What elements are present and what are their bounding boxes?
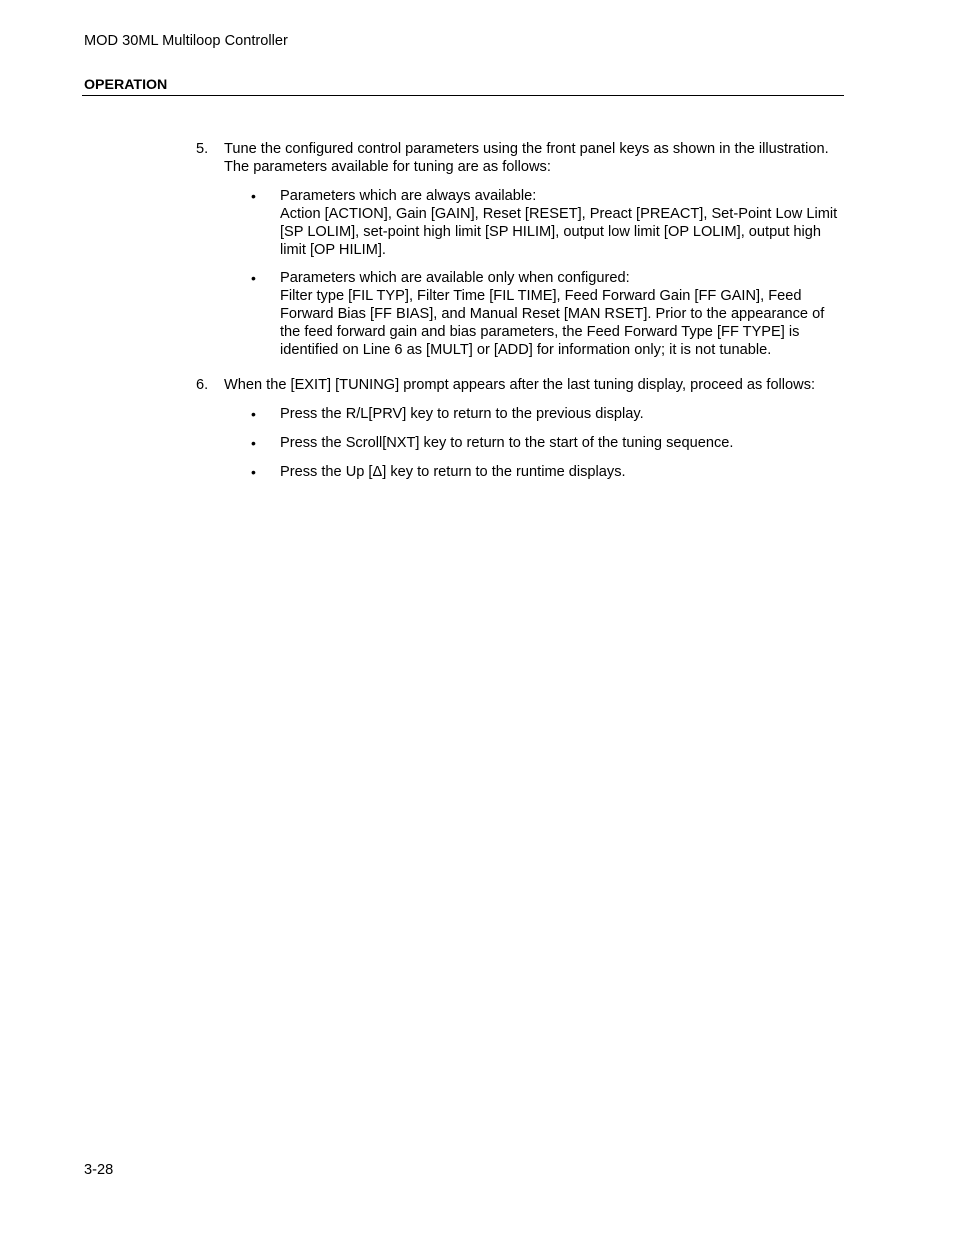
- bullet-detail: Filter type [FIL TYP], Filter Time [FIL TIME], Feed Forward Gain [FF GAIN], Feed Forward Bias [FF BIAS], and Manual Reset [MAN RSET]. Prior to the appearance of the feed forward gain and bias parameters, the Feed Forward Type [FF TYPE] is identified on Line 6 as [MULT] or [ADD] for information only; it is not tunable.: [280, 288, 825, 359]
- bullet-lead: Press the Scroll[NXT] key to return to the start of the tuning sequence.: [280, 434, 734, 451]
- bullet-lead: Parameters which are available only when configured:: [280, 270, 630, 287]
- step-5: [196, 141, 844, 360]
- bullet-lead: Press the Up [Δ] key to return to the runtime displays.: [280, 463, 626, 480]
- bullet-item: [224, 406, 844, 424]
- page-number: 3-28: [84, 1162, 114, 1178]
- bullet-icon: •: [251, 187, 256, 204]
- step-6: [196, 377, 844, 482]
- bullet-icon: •: [251, 405, 256, 422]
- bullet-icon: •: [251, 463, 256, 480]
- bullet-detail: Action [ACTION], Gain [GAIN], Reset [RESET], Preact [PREACT], Set-Point Low Limit [SP LOLIM], set-point high limit [SP HILIM], output low limit [OP LOLIM], output high limit [OP HILIM].: [280, 205, 838, 258]
- step-number: 6.: [196, 376, 209, 393]
- step-number: 5.: [196, 141, 209, 157]
- bullet-lead: Press the R/L[PRV] key to return to the previous display.: [280, 405, 644, 422]
- bullet-icon: •: [251, 270, 256, 287]
- document-title: MOD 30ML Multiloop Controller: [84, 33, 288, 49]
- header-divider: [82, 95, 844, 96]
- section-header: OPERATION: [84, 77, 168, 93]
- procedure-steps: [196, 141, 844, 499]
- bullet-item: [224, 270, 844, 360]
- bullet-item: [224, 464, 844, 482]
- step-text: Tune the configured control parameters using the front panel keys as shown in the illustration. The parameters available for tuning are as follows:: [224, 141, 829, 175]
- bullet-lead: Parameters which are always available:: [280, 187, 537, 204]
- bullet-item: [224, 188, 844, 260]
- bullet-list: [224, 406, 844, 482]
- bullet-item: [224, 435, 844, 453]
- bullet-icon: •: [251, 434, 256, 451]
- step-text: When the [EXIT] [TUNING] prompt appears after the last tuning display, proceed as follows:: [224, 376, 816, 393]
- bullet-list: [224, 188, 844, 360]
